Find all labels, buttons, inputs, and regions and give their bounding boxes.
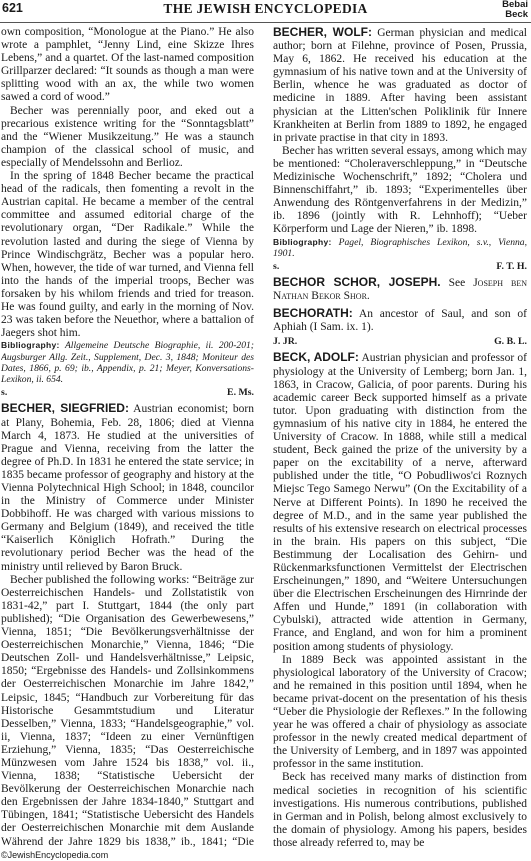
- left-column: [1, 26, 254, 848]
- entry-heading: BECHER, SIEGFRIED:: [1, 401, 129, 416]
- signature-row: [273, 260, 527, 274]
- entry-becher-siegfried: [1, 402, 254, 573]
- right-column: [273, 26, 527, 848]
- guide-word-top: Bebai: [502, 0, 528, 10]
- entry-bechorath: [273, 307, 527, 334]
- entry-heading: BECHER, WOLF:: [273, 26, 372, 39]
- paragraph: Becher has written several essays, among which may be mentioned: “Choleraverschleppung,” in “Deutsche Medizinische Wochenschrift,” 1892; “Cholera und Binnenschiffahrt,” ib. 1893; “Experimentelles über Anwendung des Röntgenverfahrens in der Medizin,” ib. 1896 (jointly with R. Lehnhoff); “Ueber Körperform und Lage der Nieren,” ib. 1898.: [273, 144, 527, 236]
- entry-bechor-schor: [273, 276, 527, 303]
- entry-text: Austrian physician and professor of physiology at the University of Lemberg; born Jan. 1, 1863, in Cracow, Galicia, of poor parents. During his academic career Beck supported himself as a private tutor. Upon graduating with distinction from the gymnasium of his native city in 1884, he entered the University of Cracow. In 1888, while still a medical student, Beck gained the prize of the university by a paper on the excitability of a nerve, afterward published under the title, “O Pobudliwos'ci Roznych Miejsc Tego Samego Nerwu” (On the Excitability of a Nerve at Different Points). In 1890 he received the degree of M.D., and in the same year published the results of his extensive research on electrical processes in the brain. His papers on this subject, “Die Bestimmung der Localisation des Gehirn- und Rückenmarksfunctionen Vermittelst der Electrischen Erscheinungen,” 1890, and “Weitere Untersuchungen über die Electrischen Erscheinungen des Hirnrinde der Affen und Hunde,” 1891 (in collaboration with Cybulski), attracted wide attention in Germany, France, and England, and won for him a prominent position among students of physiology.: [273, 352, 527, 653]
- guide-word-bottom: Beck: [505, 9, 528, 20]
- signature-initial: s.: [1, 387, 8, 399]
- bibliography: [273, 237, 527, 260]
- running-title: THE JEWISH ENCYCLOPEDIA: [163, 1, 368, 16]
- signature-author: G. B. L.: [494, 336, 527, 348]
- cross-reference-link[interactable]: Joseph ben Nathan Bekor Shor.: [273, 277, 527, 303]
- entry-heading: BECHOR SCHOR, JOSEPH.: [273, 275, 441, 290]
- entry-text: See: [440, 277, 474, 290]
- bibliography-label: Bibliography:: [273, 236, 332, 247]
- site-name: JewishEncyclopedia.com: [7, 850, 109, 860]
- bibliography-text: Pagel, Biographisches Lexikon, s.v., Vienna, 1901.: [273, 236, 527, 259]
- page-footer: [0, 850, 531, 861]
- paragraph: Becher published the following works: “Beiträge zur Oesterreichischen Handels- und Zollstatistik von 1831-42,” part I. Stuttgart, 1844 (the only part published); “Die Organisation des Gewerbewesens,” Vienna, 1851; “Die Bevölkerungsverhältnisse der Oesterreichischen Monarchie,” Vienna, 1846; “Die Deutschen Zoll- und Handelsverhältnisse,” Leipsic, 1850; “Ergebnisse des Handels- und Zollsinkommens der Oesterreichischen Monarchie im Jahre 1842,” Leipsic, 1845; “Handbuch zur Vorbereitung für das Historische Gesammtstudium und Literatur Desselben,” Vienna, 1833; “Handelsgeographie,” vol. ii, Vienna, 1837; “Ideen zu einer Vernünftigen Erziehung,” Vienna, 1835; “Das Oesterreichische Münzwesen vom Jahre 1524 bis 1838,” vol. ii., Vienna, 1838; “Statistische Uebersicht der Bevölkerung der Oesterreichischen Monarchie nach den Ergebnissen der Jahre 1834-1840,” Stuttgart and Tübingen, 1841; “Statistische Uebersicht des Handels der Oesterreichischen Monarchie mit dem Auslande Während der Jahre 1829 bis 1838,” ib., 1841; “Die: [1, 573, 254, 848]
- entry-text: Austrian economist; born at Plany, Bohemia, Feb. 28, 1806; died at Vienna March 4, 1873. He studied at the universities of Prague and Vienna, receiving from the latter the degree of Ph.D. In 1831 he entered the state service; in 1835 became professor of geography and history at the Vienna Polytechnical High School; in 1848, councilor in the Ministry of Commerce under Minister Dobbihoff. He was charged with various missions to Germany and Belgium (1849), and received the title “Kaiserlich Königlich Hofrath.” During the revolutionary period Becher was the head of the ministry until relieved by Baron Bruck.: [1, 403, 254, 573]
- entry-beck-adolf: [273, 351, 527, 653]
- signature-author: E. Ms.: [227, 387, 254, 399]
- paragraph: In the spring of 1848 Becher became the practical head of the radicals, then fomenting a revolt in the Austrian capital. He became a member of the central committee and assumed editorial charge of the revolutionary organ, “Der Radikale.” While the revolution lasted and during the siege of Vienna by Prince Windischgrätz, Becher was a popular hero. When, however, the tide of war turned, and Vienna fell into the hands of the imperial troops, Becher was forsaken by his whilom friends and tried for treason. He was found guilty, and early in the morning of Nov. 23 was taken before the Neuethor, where a battalion of Jaegers shot him.: [1, 170, 254, 340]
- guide-words: [502, 0, 528, 20]
- copyright-icon: ©: [1, 850, 8, 860]
- entry-text: German physician and medical author; born at Filehne, province of Posen, Prussia, May 6, 1862. He received his education at the gymnasium of his native town and at the University of Berlin, whence he was graduated as doctor of medicine in 1889. After having been assistant physician at the Litten'schen Poliklinik für Innere Krankheiten at Berlin from 1889 to 1892, he engaged in private practise in that city in 1893.: [273, 27, 527, 144]
- paragraph: Becher was perennially poor, and eked out a precarious existence writing for the “Sonntagsblatt” and the “Wiener Musikzeitung.” He was a staunch champion of the classical school of music, and especially of Mendelssohn and Berlioz.: [1, 104, 254, 169]
- signature-row: [1, 386, 254, 400]
- entry-text: An ancestor of Saul, and son of Aphiah (I Sam. ix. 1).: [273, 308, 527, 334]
- paragraph: own composition, “Monologue at the Piano.” He also wrote a pamphlet, “Jenny Lind, eine Skizze Ihres Lebens,” and a quartet. Of the last-named composition Grillparzer declared: “It sounds as though a man were splitting wood with an ax, the while two women sawed a cord of wood.”: [1, 26, 254, 104]
- entry-heading: BECHORATH:: [273, 306, 353, 321]
- bibliography-label: Bibliography:: [1, 340, 60, 351]
- bibliography-text: Allgemeine Deutsche Biographie, ii. 200-201; Augsburger Allg. Zeit., Supplement, Dec. 3, 1848; Moniteur des Dates, 1866, p. 69; ib., Appendix, p. 21; Meyer, Konversations-Lexikon, ii. 654.: [1, 340, 254, 386]
- paragraph: In 1889 Beck was appointed assistant in the physiological laboratory of the University of Cracow; and he remained in this position until 1894, when he became privat-docent on the presentation of his thesis “Ueber die Physiologie der Reflexes.” In the following year he was offered a chair of physiology as associate professor in the newly created medical department of the University of Lemberg, and in 1897 was appointed professor in the same institution.: [273, 653, 527, 771]
- page-number: 621: [2, 1, 23, 15]
- site-link[interactable]: [1, 850, 108, 860]
- entry-heading: BECK, ADOLF:: [273, 350, 359, 365]
- signature-row: [273, 335, 527, 349]
- signature-author: F. T. H.: [496, 261, 527, 273]
- header-rule: [0, 22, 531, 23]
- entry-becher-wolf: [273, 26, 527, 145]
- page-header: [0, 0, 531, 24]
- bibliography: [1, 340, 254, 385]
- paragraph: Beck has received many marks of distinction from medical societies in recognition of his scientific investigations. His numerous contributions, published in German and in Polish, belong almost exclusively to the domain of physiology. Among his papers, besides those already referred to, may be: [273, 771, 527, 848]
- signature-initial: J. JR.: [273, 336, 298, 348]
- signature-initial: s.: [273, 261, 280, 273]
